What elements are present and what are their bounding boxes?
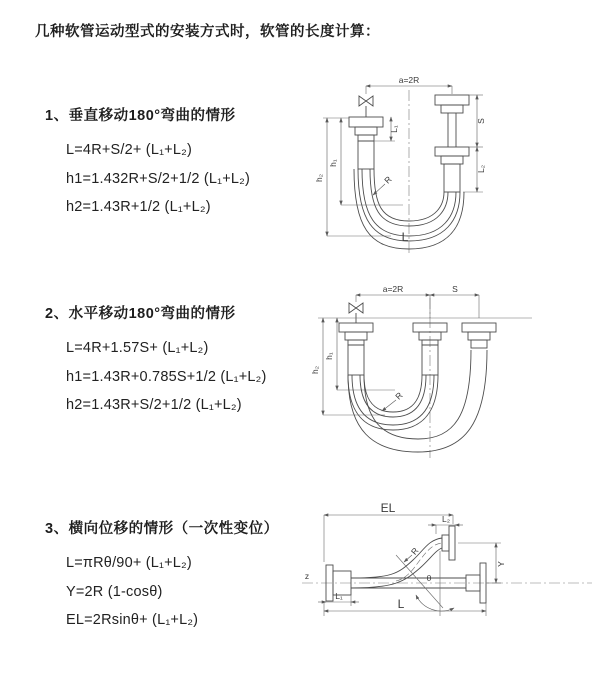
displaced-flange — [442, 526, 455, 560]
diagram-lateral-displacement — [296, 498, 600, 658]
dim-label-l2: L₂ — [441, 514, 451, 524]
axis-mark: z — [304, 571, 310, 581]
left-pipe-flange — [339, 323, 373, 345]
formula-line: L=4R+1.57S+ (L₁+L₂) — [66, 340, 209, 356]
right-pipe-flange — [462, 323, 496, 348]
formula-line: Y=2R (1-cosθ) — [66, 583, 163, 600]
dim-label-h1: h₁ — [328, 159, 338, 167]
section-3-heading: 3、横向位移的情形（一次性变位） — [45, 521, 279, 537]
dim-label-theta: θ — [426, 573, 432, 583]
formula-line: L=4R+S/2+ (L₁+L₂) — [66, 142, 192, 158]
dim-label-y: Y — [496, 561, 506, 567]
dim-label-a2r: a=2R — [382, 284, 404, 294]
diagram-vertical-180-bend — [303, 68, 588, 260]
dim-label-l1: L₁ — [335, 591, 343, 601]
dim-label-l: L — [401, 230, 409, 244]
formula-line: h1=1.432R+S/2+1/2 (L₁+L₂) — [66, 170, 251, 187]
formula-line: h2=1.43R+S/2+1/2 (L₁+L₂) — [66, 397, 242, 413]
right-pipe-upper-flange — [435, 95, 469, 113]
section-2-heading: 2、水平移动180°弯曲的情形 — [45, 306, 236, 322]
dim-label-el: EL — [380, 501, 396, 515]
dim-label-s: S — [476, 118, 486, 124]
dim-label-s: S — [452, 284, 458, 294]
left-pipe-flange — [349, 117, 383, 141]
section-3 — [45, 517, 279, 635]
left-braided-hose-end — [358, 141, 374, 169]
dim-label-l: L — [397, 597, 405, 611]
section-2 — [45, 302, 267, 420]
diagram-horizontal-180-bend — [300, 278, 590, 466]
section-1 — [45, 104, 250, 222]
u-hose-moved — [348, 350, 487, 452]
left-braided-hose-end — [348, 345, 364, 375]
dim-label-l1: L₁ — [389, 125, 399, 133]
section-1-heading: 1、垂直移动180°弯曲的情形 — [45, 108, 236, 124]
right-pipe-lower-flange — [435, 147, 469, 164]
formula-line: L=πRθ/90+ (L₁+L₂) — [66, 555, 192, 571]
dim-label-a2r: a=2R — [398, 75, 420, 85]
page-title: 几种软管运动型式的安装方式时，软管的长度计算： — [35, 24, 380, 40]
valve-icon — [359, 96, 373, 117]
dim-label-r: R — [393, 390, 405, 402]
right-braided-hose-end — [444, 164, 460, 192]
formula-line: h1=1.43R+0.785S+1/2 (L₁+L₂) — [66, 368, 267, 385]
dim-label-h1: h₁ — [324, 352, 334, 360]
dim-label-r: R — [408, 545, 421, 557]
valve-icon — [349, 303, 363, 323]
dim-label-h2: h₂ — [310, 365, 320, 375]
formula-line: EL=2Rsinθ+ (L₁+L₂) — [66, 612, 199, 628]
dim-label-r: R — [382, 174, 394, 186]
formula-line: h2=1.43R+1/2 (L₁+L₂) — [66, 199, 211, 215]
dim-label-h2: h₂ — [314, 173, 324, 183]
dim-label-l2: L₂ — [476, 164, 486, 174]
